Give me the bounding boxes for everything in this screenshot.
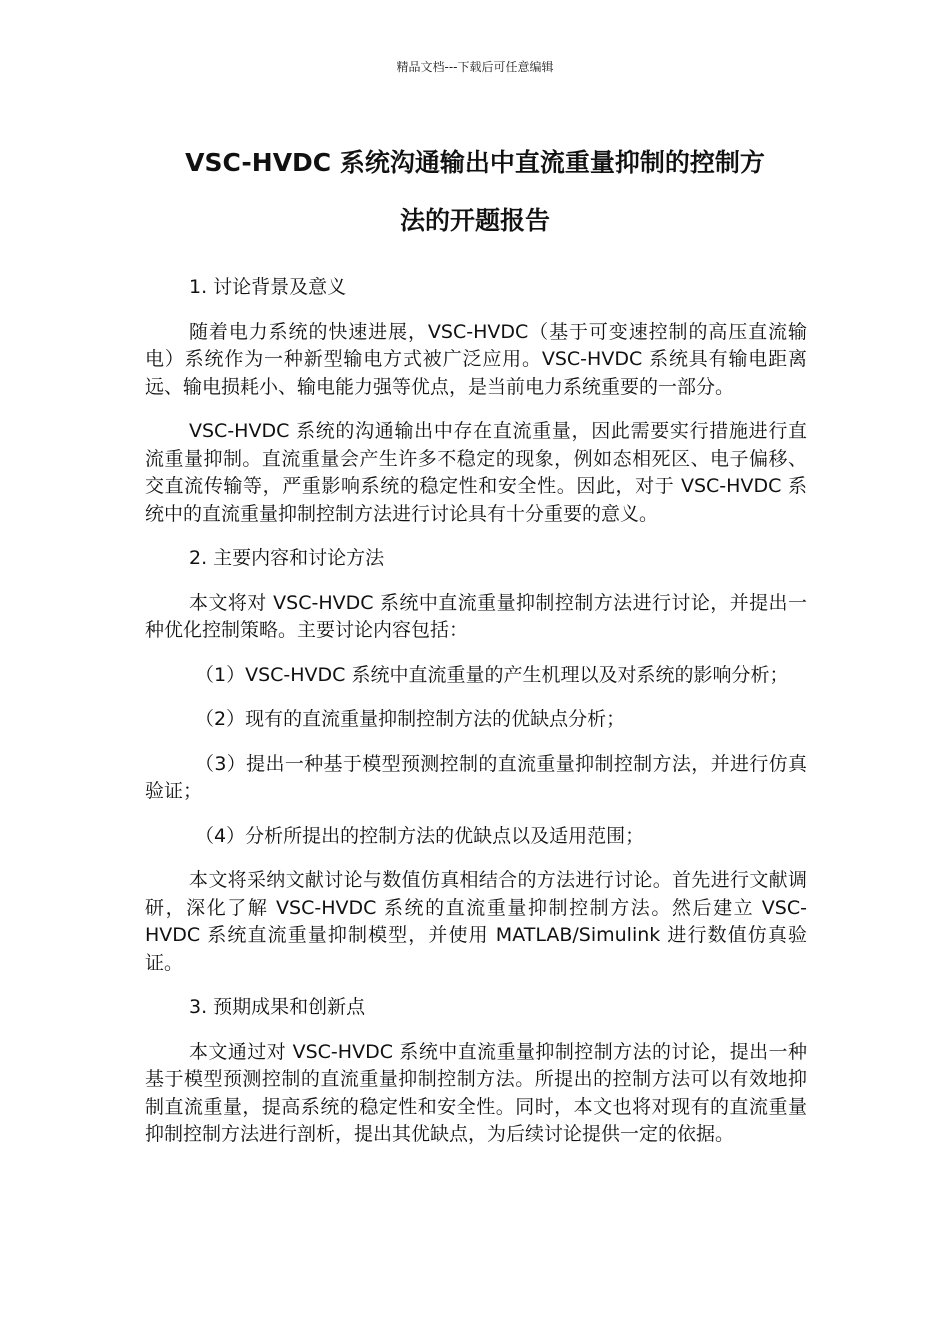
section-2-paragraph-1: 本文将对 VSC-HVDC 系统中直流重量抑制控制方法进行讨论，并提出一种优化控制策略。主要讨论内容包括： bbox=[145, 591, 807, 641]
header-note: 精品文档---下载后可任意编辑 bbox=[396, 60, 554, 74]
title-line-1: VSC-HVDC 系统沟通输出中直流重量抑制的控制方 bbox=[185, 148, 765, 177]
section-2-list-item: （2）现有的直流重量抑制控制方法的优缺点分析； bbox=[195, 708, 626, 730]
section-2-list-item: （4）分析所提出的控制方法的优缺点以及适用范围； bbox=[195, 824, 645, 847]
section-2-heading: 2. 主要内容和讨论方法 bbox=[189, 547, 385, 569]
section-1-paragraph-2: VSC-HVDC 系统的沟通输出中存在直流重量，因此需要实行措施进行直流重量抑制。直流重量会产生许多不稳定的现象，例如态相死区、电子偏移、交直流传输等，严重影响系统的稳定性和安全性。因此，对于 VSC-HVDC 系统中的直流重量抑制控制方法进行讨论具有十分重要的意义。 bbox=[145, 420, 807, 525]
section-2-paragraph-2: 本文将采纳文献讨论与数值仿真相结合的方法进行讨论。首先进行文献调研，深化了解 VSC-HVDC 系统的直流重量抑制控制方法。然后建立 VSC-HVDC 系统直流重量抑制模型，并使用 MATLAB/Simulink 进行数值仿真验证。 bbox=[145, 869, 807, 974]
section-3-heading: 3. 预期成果和创新点 bbox=[189, 996, 366, 1018]
title-line-2: 法的开题报告 bbox=[399, 206, 550, 235]
section-2-list-item: （3）提出一种基于模型预测控制的直流重量抑制控制方法，并进行仿真验证； bbox=[145, 752, 807, 802]
section-3-paragraph-1: 本文通过对 VSC-HVDC 系统中直流重量抑制控制方法的讨论，提出一种基于模型预测控制的直流重量抑制控制方法。所提出的控制方法可以有效地抑制直流重量，提高系统的稳定性和安全性。同时，本文也将对现有的直流重量抑制控制方法进行剖析，提出其优缺点，为后续讨论提供一定的依据。 bbox=[145, 1040, 807, 1145]
section-1-paragraph-1: 随着电力系统的快速进展，VSC-HVDC（基于可变速控制的高压直流输电）系统作为一种新型输电方式被广泛应用。VSC-HVDC 系统具有输电距离远、输电损耗小、输电能力强等优点，是当前电力系统重要的一部分。 bbox=[145, 320, 807, 398]
document-title bbox=[145, 134, 805, 250]
section-1-heading: 1. 讨论背景及意义 bbox=[189, 276, 347, 298]
document-body bbox=[145, 274, 807, 1166]
section-2-list-item: （1）VSC-HVDC 系统中直流重量的产生机理以及对系统的影响分析； bbox=[195, 663, 789, 686]
